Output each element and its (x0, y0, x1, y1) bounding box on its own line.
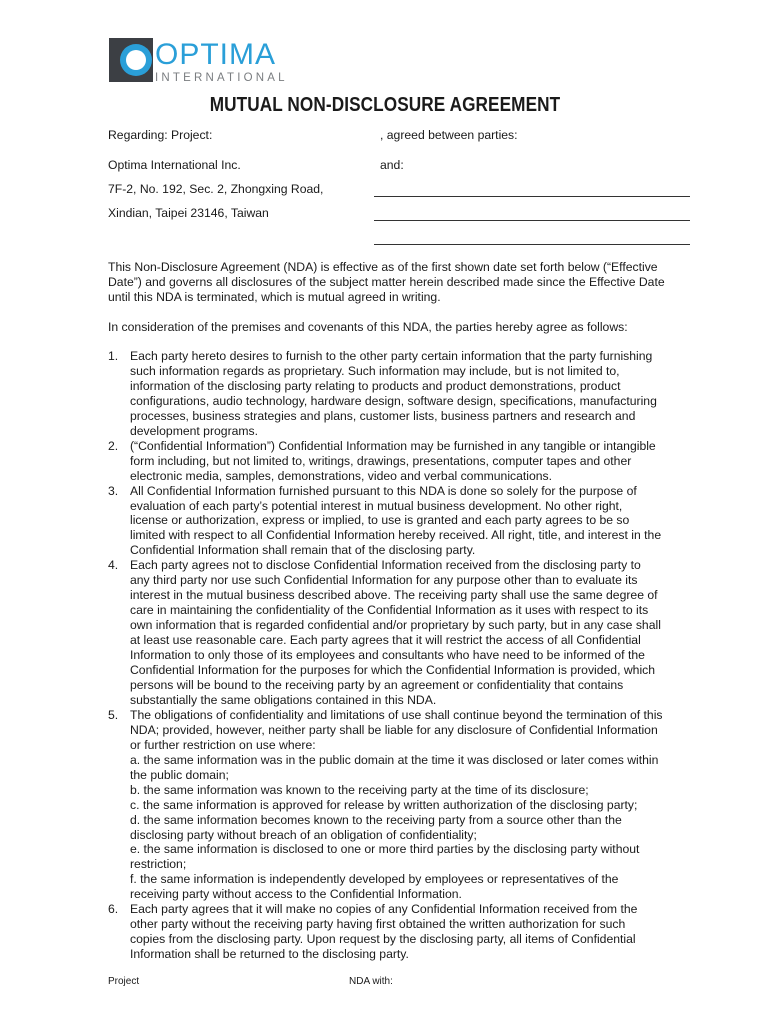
exception-a: a. the same information was in the public domain at the time it was disclosed or later comes within the public domain; (130, 752, 659, 782)
logo-brand-name: OPTIMA (155, 38, 277, 71)
party2-line-3 (374, 244, 690, 245)
clause-4 (108, 558, 663, 708)
exception-b: b. the same information was known to the receiving party at the time of its disclosure; (130, 782, 589, 797)
party1-address-line1: 7F-2, No. 192, Sec. 2, Zhongxing Road, (108, 182, 324, 196)
party1-address-line2: Xindian, Taipei 23146, Taiwan (108, 206, 269, 220)
regarding-project-label: Regarding: Project: (108, 128, 213, 142)
footer-nda-with-label: NDA with: (349, 976, 393, 987)
logo-circle-inner (126, 50, 146, 70)
exception-c: c. the same information is approved for release by written authorization of the disclosing party; (130, 797, 638, 812)
clause-text: All Confidential Information furnished pursuant to this NDA is done so solely for the purpose of evaluation of each party’s potential interest in mutual business development. No other right, license or authorization, express or implied, to use is granted and each party agrees to be so limited with respect to all Confidential Information hereby received. All right, title, and interest in the Confidential Information shall remain that of the disclosing party. (130, 483, 662, 558)
exception-d: d. the same information becomes known to the receiving party from a source other than the disclosing party without breach of an obligation of confidentiality; (130, 812, 622, 842)
clause-text: Each party hereto desires to furnish to the other party certain information that the party furnishing such information regards as proprietary. Such information may include, but is not limited to, information of the disclosing party relating to products and product demonstrations, product configurations, audio technology, hardware design, software design, specifications, manufacturing processes, business strategies and plans, customer lists, business partners and research and development programs. (130, 349, 657, 438)
clause-number: 6. (108, 902, 119, 917)
clause-number: 3. (108, 483, 119, 498)
optima-logo (109, 36, 289, 84)
clause-6 (108, 902, 663, 962)
document-title: MUTUAL NON-DISCLOSURE AGREEMENT (209, 94, 561, 116)
clause-number: 4. (108, 558, 119, 573)
clause-number: 1. (108, 349, 119, 363)
exception-e: e. the same information is disclosed to one or more third parties by the disclosing party without restriction; (130, 842, 640, 872)
clause-1 (108, 349, 663, 439)
clause-text: The obligations of confidentiality and limitations of use shall continue beyond the termination of this NDA; provided, however, neither party shall be liable for any disclosure of Confidential Information or further restriction on use where: (130, 707, 663, 752)
clause-text: (“Confidential Information”) Confidential Information may be furnished in any tangible or intangible form including, but not limited to, writings, drawings, presentations, computer tapes and other electronic media, samples, demonstrations, video and verbal communications. (130, 438, 656, 483)
clause-text: Each party agrees that it will make no copies of any Confidential Information received from the other party without the receiving party having first obtained the written authorization for such copies from the disclosing party. Upon request by the disclosing party, all items of Confidential Information shall be returned to the disclosing party. (130, 902, 638, 962)
clause-number: 5. (108, 707, 119, 722)
party1-name: Optima International Inc. (108, 158, 241, 172)
intro-paragraph: This Non-Disclosure Agreement (NDA) is effective as of the first shown date set forth below (“Effective Date”) and governs all disclosures of the subject matter herein described made since the Effective Date until this NDA is terminated, which is mutual agreed in writing. (108, 260, 665, 304)
clause-2 (108, 439, 663, 484)
clause-list (108, 349, 663, 962)
clause-text: Each party agrees not to disclose Confidential Information received from the disclosing party to any third party nor use such Confidential Information for any purpose other than to evaluate its interest in the mutual business described above. The receiving party shall use the same degree of care in maintaining the confidentiality of the Confidential Information as it uses with respect to its own information that is regarded confidential and/or proprietary by such party, but in any case shall at least use reasonable care. Each party agrees that it will restrict the access of all Confidential Information to only those of its employees and consultants who have need to be informed of the Confidential Information for the purposes for which the Confidential Information is provided, which persons will be bound to the receiving party by an agreement or confidentiality that contains substantially the same obligations contained in this NDA. (130, 558, 661, 707)
consideration-paragraph: In consideration of the premises and covenants of this NDA, the parties hereby agree as follows: (108, 320, 628, 334)
and-label: and: (380, 158, 404, 172)
clause-number: 2. (108, 438, 119, 453)
footer-project-label: Project (108, 976, 140, 987)
clause-5 (108, 708, 663, 902)
exception-f: f. the same information is independently developed by employees or representatives of the receiving party without access to the Confidential Information. (130, 872, 619, 902)
party2-line-2 (374, 220, 690, 221)
party2-line-1 (374, 196, 690, 197)
agreed-between-label: , agreed between parties: (380, 128, 518, 142)
clause-3 (108, 484, 663, 559)
logo-brand-sub: INTERNATIONAL (155, 72, 288, 84)
